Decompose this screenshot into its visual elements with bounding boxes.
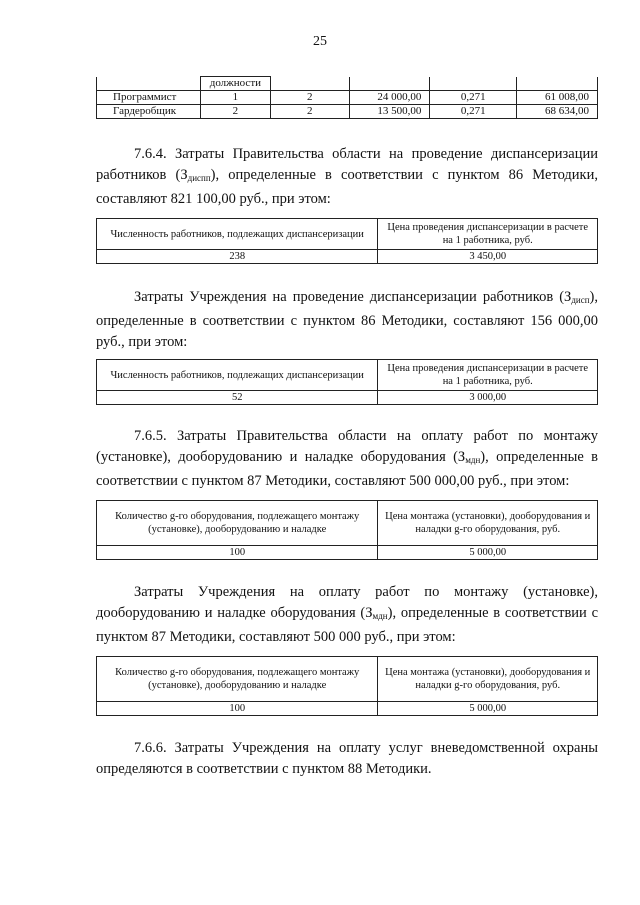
table-cell: 2 xyxy=(200,105,270,119)
table-row xyxy=(97,546,598,560)
column-header: Численность работников, подлежащих диспансеризации xyxy=(97,360,378,391)
table-cell: 5 000,00 xyxy=(378,546,598,560)
table-row xyxy=(97,105,598,119)
equipment-gov-table xyxy=(96,500,598,560)
column-header: Цена проведения диспансеризации в расчете на 1 работника, руб. xyxy=(378,219,598,250)
table-cell: 100 xyxy=(97,702,378,716)
table-cell: 2 xyxy=(270,105,349,119)
paragraph-7-6-4-institution: Затраты Учреждения на проведение диспансеризации работников $(З_{дисп})$, определенные в соответствии с пунктом 86 Методики, составляют 156 000,00 руб., при этом: xyxy=(96,289,598,350)
page-number: 25 xyxy=(313,34,327,49)
table-header-row xyxy=(97,360,598,391)
column-header: Цена монтажа (установки), дооборудования и наладки g-го оборудования, руб. xyxy=(378,657,598,702)
paragraph-7-6-5: 7.6.5. Затраты Правительства области на оплату работ по монтажу (установке), дооборудованию и наладке оборудования $(З_{мдн})$, определенные в соответствии с пунктом 87 Методики, составляют 500 000,00 руб., при этом: xyxy=(96,428,598,489)
table-cell: 24 000,00 xyxy=(349,91,430,105)
table-cell: 13 500,00 xyxy=(349,105,430,119)
table-header-row xyxy=(97,657,598,702)
paragraph-7-6-6: 7.6.6. Затраты Учреждения на оплату услуг вневедомственной охраны определяются в соответствии с пунктом 88 Методики. xyxy=(96,740,598,777)
table-row xyxy=(97,77,598,91)
table-cell: 0,271 xyxy=(430,91,517,105)
position-cell: Гардеробщик xyxy=(97,105,201,119)
equipment-institution-table xyxy=(96,656,598,716)
table-row xyxy=(97,391,598,405)
table-cell: 2 xyxy=(270,91,349,105)
table-cell: 100 xyxy=(97,546,378,560)
column-header: Численность работников, подлежащих диспансеризации xyxy=(97,219,378,250)
table-cell: 238 xyxy=(97,250,378,264)
staff-table xyxy=(96,76,598,119)
column-header: Цена монтажа (установки), дооборудования и наладки g-го оборудования, руб. xyxy=(378,501,598,546)
table-cell: 61 008,00 xyxy=(517,91,598,105)
table-cell: 1 xyxy=(200,91,270,105)
table-cell: 68 634,00 xyxy=(517,105,598,119)
table-cell: 0,271 xyxy=(430,105,517,119)
table-cell: 3 450,00 xyxy=(378,250,598,264)
table-cell: 5 000,00 xyxy=(378,702,598,716)
medical-exam-institution-table xyxy=(96,359,598,405)
column-header: Количество g-го оборудования, подлежащего монтажу (установке), дооборудованию и наладке xyxy=(97,501,378,546)
table-header-row xyxy=(97,501,598,546)
header-fragment: должности xyxy=(200,77,270,91)
paragraph-7-6-5-institution: Затраты Учреждения на оплату работ по монтажу (установке), дооборудованию и наладке оборудования $(З_{мдн})$, определенные в соответствии с пунктом 87 Методики, составляют 500 000 руб., при этом: xyxy=(96,584,599,645)
medical-exam-gov-table xyxy=(96,218,598,264)
paragraph-7-6-4: 7.6.4. Затраты Правительства области на проведение диспансеризации работников $(З_{диспп})$, определенные в соответствии с пунктом 86 Методики, составляют 821 100,00 руб., при этом: xyxy=(96,146,598,207)
table-row xyxy=(97,250,598,264)
column-header: Количество g-го оборудования, подлежащего монтажу (установке), дооборудованию и наладке xyxy=(97,657,378,702)
table-cell: 52 xyxy=(97,391,378,405)
position-cell: Программист xyxy=(97,91,201,105)
column-header: Цена проведения диспансеризации в расчете на 1 работника, руб. xyxy=(378,360,598,391)
table-row xyxy=(97,702,598,716)
table-cell: 3 000,00 xyxy=(378,391,598,405)
table-header-row xyxy=(97,219,598,250)
table-row xyxy=(97,91,598,105)
